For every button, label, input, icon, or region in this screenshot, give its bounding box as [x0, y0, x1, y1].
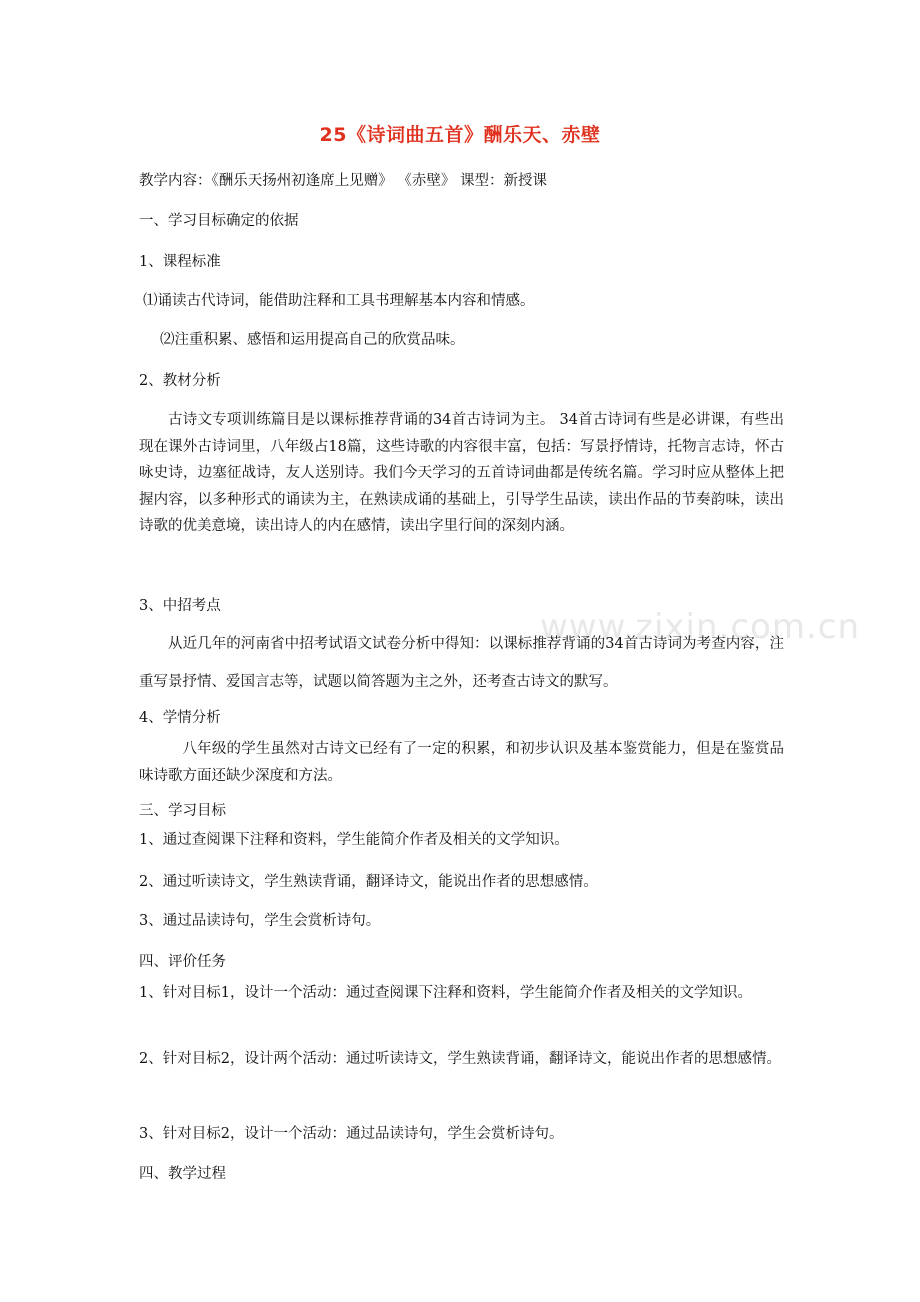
section-heading-basis: 一、学习目标确定的依据 — [139, 213, 299, 229]
standard-item-2: ⑵注重积累、感悟和运用提高自己的欣赏品味。 — [160, 332, 465, 348]
task-item-2: 2、针对目标2，设计两个活动：通过听读诗文，学生熟读背诵，翻译诗文，能说出作者的思想感情。 — [139, 1051, 781, 1067]
subheading-curriculum-standard: 1、课程标准 — [139, 254, 221, 270]
exam-points-paragraph: 从近几年的河南省中招考试语文试卷分析中得知：以课标推荐背诵的34首古诗词为考查内容，注重写景抒情、爱国言志等，试题以简答题为主之外，还考查古诗文的默写。 — [139, 636, 784, 690]
task-item-1: 1、针对目标1，设计一个活动：通过查阅课下注释和资料，学生能简介作者及相关的文学知识。 — [139, 985, 752, 1001]
student-analysis-paragraph: 八年级的学生虽然对古诗文已经有了一定的积累，和初步认识及基本鉴赏能力，但是在鉴赏品味诗歌方面还缺少深度和方法。 — [139, 741, 784, 784]
watermark: www.zixin.com.cn — [540, 607, 860, 647]
standard-item-1: ⑴诵读古代诗词，能借助注释和工具书理解基本内容和情感。 — [143, 293, 535, 309]
goal-item-3: 3、通过品读诗句，学生会赏析诗句。 — [139, 913, 381, 929]
goal-item-2: 2、通过听读诗文，学生熟读背诵，翻译诗文，能说出作者的思想感情。 — [139, 874, 598, 890]
document-title: 25《诗词曲五首》酬乐天、赤壁 — [319, 124, 601, 146]
task-item-3: 3、针对目标2，设计一个活动：通过品读诗句，学生会赏析诗句。 — [139, 1126, 564, 1142]
subheading-textbook-analysis: 2、教材分析 — [139, 373, 221, 389]
subheading-student-analysis: 4、学情分析 — [139, 710, 221, 726]
section-heading-teaching-process: 四、教学过程 — [139, 1166, 226, 1182]
section-heading-goals: 三、学习目标 — [139, 803, 226, 819]
textbook-analysis-paragraph: 古诗文专项训练篇目是以课标推荐背诵的34首古诗词为主。 34首古诗词有些是必讲课，有些出现在课外古诗词里，八年级占18篇，这些诗歌的内容很丰富，包括：写景抒情诗，托物言志诗，怀古咏史诗，边塞征战诗，友人送别诗。我们今天学习的五首诗词曲都是传统名篇。学习时应从整体上把握内容，以多种形式的诵读为主，在熟读成诵的基础上，引导学生品读，读出作品的节奏韵味，读出诗歌的优美意境，读出诗人的内在感情，读出字里行间的深刻内涵。 — [139, 412, 784, 534]
goal-item-1: 1、通过查阅课下注释和资料，学生能简介作者及相关的文学知识。 — [139, 832, 569, 848]
subheading-exam-points: 3、中招考点 — [139, 598, 221, 614]
section-heading-evaluation: 四、评价任务 — [139, 954, 226, 970]
meta-line: 教学内容：《酬乐天扬州初逢席上见赠》 《赤壁》 课型：新授课 — [139, 173, 547, 189]
